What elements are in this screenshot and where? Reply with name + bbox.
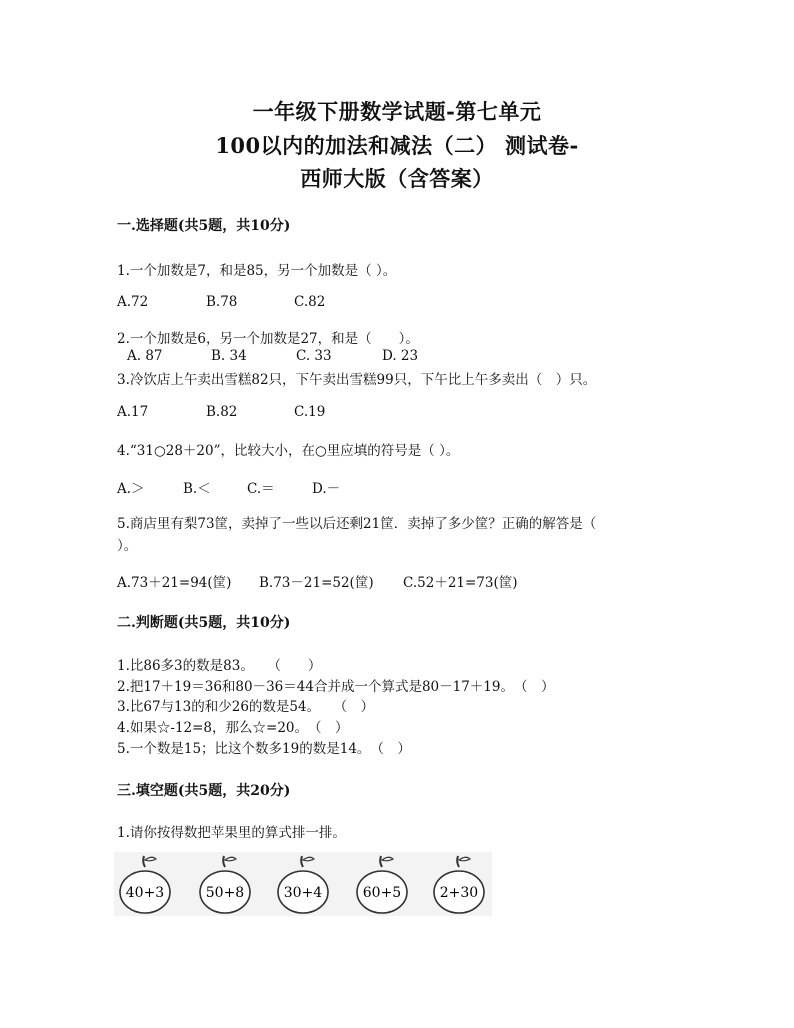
fill-question-1: 1.请你按得数把苹果里的算式排一排。 — [117, 825, 346, 841]
judgment-item: 1.比86多3的数是83。 （ ） — [117, 658, 322, 674]
question-1-5-cont: ）。 — [117, 538, 138, 554]
question-1-2: 2.一个加数是6，另一个加数是27，和是（ ）。 — [117, 331, 419, 347]
option: B.73－21=52(筐) — [259, 575, 374, 591]
option: B.78 — [206, 294, 238, 310]
option: C.19 — [294, 404, 326, 420]
option: C. 33 — [296, 348, 332, 364]
judgment-item: 5.一个数是15；比这个数多19的数是14。 （ ） — [117, 741, 411, 757]
section-3-heading: 三.填空题(共5题，共20分) — [117, 783, 291, 799]
judgment-item: 4.如果☆-12=8，那么☆=20。 （ ） — [117, 720, 349, 736]
option: A.＞ — [117, 481, 145, 497]
judgment-item: 2.把17＋19＝36和80－36＝44合并成一个算式是80－17＋19。 （ ） — [117, 679, 555, 695]
option: A.17 — [117, 404, 149, 420]
option: D.－ — [312, 481, 341, 497]
title-line-1: 一年级下册数学试题-第七单元 — [252, 99, 542, 124]
option: A. 87 — [127, 348, 163, 364]
option: A.73＋21=94(筐) — [117, 575, 232, 591]
option: C.82 — [294, 294, 326, 310]
title-line-2: 100以内的加法和减法（二） 测试卷- — [215, 133, 579, 158]
judgment-item: 3.比67与13的和少26的数是54。 （ ） — [117, 699, 375, 715]
question-1-1: 1.一个加数是7，和是85，另一个加数是（ ）。 — [117, 263, 397, 279]
question-1-3: 3.冷饮店上午卖出雪糕82只，下午卖出雪糕99只，下午比上午多卖出（ ）只。 — [117, 372, 597, 388]
option: C.＝ — [247, 481, 275, 497]
title-line-3: 西师大版（含答案） — [300, 166, 494, 191]
apple-expression: 30+4 — [283, 885, 323, 901]
option: C.52＋21=73(筐) — [403, 575, 518, 591]
option: B.82 — [206, 404, 238, 420]
option: B. 34 — [211, 348, 247, 364]
apple-expression: 40+3 — [125, 885, 165, 901]
apple-equations-figure — [114, 852, 492, 916]
apple-expression: 50+8 — [205, 885, 245, 901]
apple-expression: 60+5 — [362, 885, 402, 901]
apple-expression: 2+30 — [439, 885, 479, 901]
section-1-heading: 一.选择题(共5题，共10分) — [117, 218, 291, 234]
option: B.＜ — [183, 481, 211, 497]
question-1-4: 4.“31○28＋20”，比较大小，在○里应填的符号是（ ）。 — [117, 443, 460, 459]
question-1-5: 5.商店里有梨73筐，卖掉了一些以后还剩21筐．卖掉了多少筐？正确的解答是（ — [117, 516, 597, 532]
option: D. 23 — [382, 348, 419, 364]
section-2-heading: 二.判断题(共5题，共10分) — [117, 615, 291, 631]
option: A.72 — [117, 294, 149, 310]
